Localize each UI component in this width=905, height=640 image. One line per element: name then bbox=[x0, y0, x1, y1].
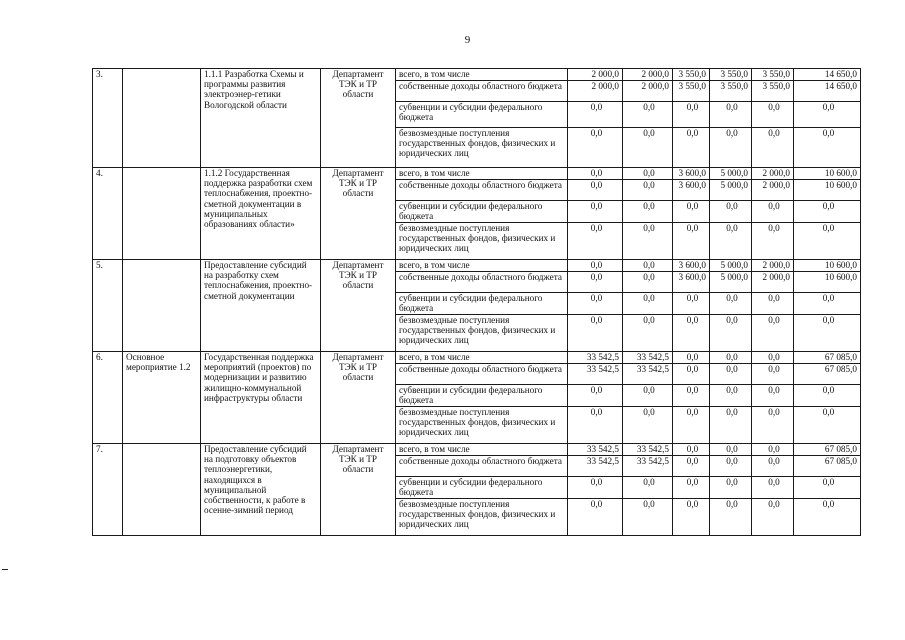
event-label bbox=[123, 69, 201, 168]
value-cell: 33 542,5 bbox=[623, 456, 673, 477]
value-cell: 0,0 bbox=[710, 352, 752, 364]
value-cell: 2 000,0 bbox=[752, 260, 794, 272]
value-cell: 0,0 bbox=[752, 315, 794, 352]
margin-mark bbox=[2, 569, 8, 570]
funding-source-label: всего, в том числе bbox=[396, 352, 568, 364]
value-cell: 33 542,5 bbox=[623, 364, 673, 385]
value-cell: 3 600,0 bbox=[673, 272, 710, 293]
value-cell: 0,0 bbox=[710, 385, 752, 407]
measure-name: Предоставление субсидий на подготовку объектов теплоэнергетики, находящихся в муниципальной собственности, к работе в осенне-зимний период bbox=[201, 444, 321, 536]
value-cell: 0,0 bbox=[794, 499, 861, 536]
value-cell: 33 542,5 bbox=[568, 352, 623, 364]
value-cell: 2 000,0 bbox=[752, 180, 794, 201]
value-cell: 0,0 bbox=[568, 385, 623, 407]
table-row bbox=[93, 168, 861, 180]
table-row bbox=[93, 444, 861, 456]
value-cell: 14 650,0 bbox=[794, 81, 861, 102]
funding-source-label: собственные доходы областного бюджета bbox=[396, 272, 568, 293]
value-cell: 0,0 bbox=[752, 364, 794, 385]
table-row bbox=[93, 352, 861, 364]
funding-source-label: безвозмездные поступления государственных фондов, физических и юридических лиц bbox=[396, 128, 568, 168]
value-cell: 0,0 bbox=[623, 102, 673, 128]
value-cell: 0,0 bbox=[568, 102, 623, 128]
funding-source-label: безвозмездные поступления государственных фондов, физических и юридических лиц bbox=[396, 499, 568, 536]
value-cell: 14 650,0 bbox=[794, 69, 861, 81]
value-cell: 33 542,5 bbox=[568, 444, 623, 456]
value-cell: 3 600,0 bbox=[673, 180, 710, 201]
value-cell: 0,0 bbox=[673, 364, 710, 385]
value-cell: 3 550,0 bbox=[673, 69, 710, 81]
value-cell: 0,0 bbox=[710, 315, 752, 352]
executor-name: Департамент ТЭК и ТР области bbox=[321, 444, 396, 536]
value-cell: 0,0 bbox=[623, 477, 673, 499]
value-cell: 0,0 bbox=[623, 315, 673, 352]
value-cell: 0,0 bbox=[794, 201, 861, 223]
funding-source-label: собственные доходы областного бюджета bbox=[396, 81, 568, 102]
value-cell: 0,0 bbox=[568, 128, 623, 168]
funding-source-label: субвенции и субсидии федерального бюджета bbox=[396, 102, 568, 128]
value-cell: 0,0 bbox=[710, 128, 752, 168]
value-cell: 0,0 bbox=[568, 293, 623, 315]
value-cell: 0,0 bbox=[568, 272, 623, 293]
executor-name: Департамент ТЭК и ТР области bbox=[321, 168, 396, 260]
value-cell: 5 000,0 bbox=[710, 180, 752, 201]
value-cell: 0,0 bbox=[673, 444, 710, 456]
value-cell: 0,0 bbox=[794, 223, 861, 260]
value-cell: 3 550,0 bbox=[752, 81, 794, 102]
value-cell: 2 000,0 bbox=[568, 69, 623, 81]
value-cell: 0,0 bbox=[710, 477, 752, 499]
funding-source-label: субвенции и субсидии федерального бюджета bbox=[396, 385, 568, 407]
value-cell: 10 600,0 bbox=[794, 272, 861, 293]
measure-name: Предоставление субсидий на разработку схем теплоснабжения, проектно-сметной документации bbox=[201, 260, 321, 352]
value-cell: 0,0 bbox=[623, 407, 673, 444]
value-cell: 0,0 bbox=[568, 407, 623, 444]
value-cell: 5 000,0 bbox=[710, 168, 752, 180]
value-cell: 3 600,0 bbox=[673, 168, 710, 180]
value-cell: 67 085,0 bbox=[794, 444, 861, 456]
measure-name: 1.1.2 Государственная поддержка разработки схем теплоснабжения, проектно-сметной документации в муниципальных образованиях области» bbox=[201, 168, 321, 260]
value-cell: 0,0 bbox=[752, 407, 794, 444]
table-row bbox=[93, 69, 861, 81]
measure-name: Государственная поддержка мероприятий (проектов) по модернизации и развитию жилищно-коммунальной инфраструктуры области bbox=[201, 352, 321, 444]
event-label bbox=[123, 168, 201, 260]
value-cell: 0,0 bbox=[623, 201, 673, 223]
value-cell: 67 085,0 bbox=[794, 352, 861, 364]
value-cell: 0,0 bbox=[673, 477, 710, 499]
executor-name: Департамент ТЭК и ТР области bbox=[321, 69, 396, 168]
value-cell: 3 550,0 bbox=[710, 69, 752, 81]
row-number: 3. bbox=[93, 69, 123, 168]
value-cell: 0,0 bbox=[673, 315, 710, 352]
value-cell: 0,0 bbox=[673, 102, 710, 128]
value-cell: 0,0 bbox=[673, 201, 710, 223]
value-cell: 0,0 bbox=[673, 456, 710, 477]
value-cell: 0,0 bbox=[623, 293, 673, 315]
value-cell: 3 550,0 bbox=[710, 81, 752, 102]
row-number: 7. bbox=[93, 444, 123, 536]
value-cell: 0,0 bbox=[710, 102, 752, 128]
row-number: 4. bbox=[93, 168, 123, 260]
value-cell: 0,0 bbox=[623, 499, 673, 536]
value-cell: 0,0 bbox=[710, 223, 752, 260]
event-label: Основное мероприятие 1.2 bbox=[123, 352, 201, 444]
row-number: 5. bbox=[93, 260, 123, 352]
value-cell: 0,0 bbox=[752, 444, 794, 456]
value-cell: 67 085,0 bbox=[794, 364, 861, 385]
value-cell: 0,0 bbox=[752, 102, 794, 128]
value-cell: 10 600,0 bbox=[794, 260, 861, 272]
value-cell: 33 542,5 bbox=[568, 364, 623, 385]
value-cell: 2 000,0 bbox=[568, 81, 623, 102]
event-label bbox=[123, 260, 201, 352]
value-cell: 0,0 bbox=[568, 260, 623, 272]
value-cell: 2 000,0 bbox=[752, 168, 794, 180]
value-cell: 0,0 bbox=[752, 477, 794, 499]
value-cell: 0,0 bbox=[568, 477, 623, 499]
value-cell: 0,0 bbox=[794, 477, 861, 499]
value-cell: 0,0 bbox=[710, 293, 752, 315]
value-cell: 0,0 bbox=[752, 201, 794, 223]
value-cell: 0,0 bbox=[710, 444, 752, 456]
value-cell: 0,0 bbox=[794, 315, 861, 352]
value-cell: 5 000,0 bbox=[710, 260, 752, 272]
value-cell: 33 542,5 bbox=[623, 352, 673, 364]
value-cell: 0,0 bbox=[673, 293, 710, 315]
measure-name: 1.1.1 Разработка Схемы и программы развития электроэнер-гетики Вологодской области bbox=[201, 69, 321, 168]
funding-source-label: безвозмездные поступления государственных фондов, физических и юридических лиц bbox=[396, 223, 568, 260]
value-cell: 0,0 bbox=[794, 407, 861, 444]
funding-source-label: собственные доходы областного бюджета bbox=[396, 456, 568, 477]
funding-source-label: безвозмездные поступления государственных фондов, физических и юридических лиц bbox=[396, 315, 568, 352]
value-cell: 0,0 bbox=[710, 499, 752, 536]
value-cell: 3 550,0 bbox=[752, 69, 794, 81]
value-cell: 0,0 bbox=[623, 180, 673, 201]
funding-source-label: безвозмездные поступления государственных фондов, физических и юридических лиц bbox=[396, 407, 568, 444]
value-cell: 3 550,0 bbox=[673, 81, 710, 102]
value-cell: 0,0 bbox=[673, 499, 710, 536]
value-cell: 0,0 bbox=[568, 168, 623, 180]
funding-source-label: всего, в том числе bbox=[396, 444, 568, 456]
table-row bbox=[93, 260, 861, 272]
value-cell: 0,0 bbox=[623, 223, 673, 260]
value-cell: 0,0 bbox=[752, 385, 794, 407]
funding-source-label: субвенции и субсидии федерального бюджета bbox=[396, 293, 568, 315]
row-number: 6. bbox=[93, 352, 123, 444]
value-cell: 0,0 bbox=[752, 499, 794, 536]
value-cell: 0,0 bbox=[568, 499, 623, 536]
value-cell: 0,0 bbox=[710, 364, 752, 385]
value-cell: 0,0 bbox=[673, 385, 710, 407]
value-cell: 0,0 bbox=[710, 456, 752, 477]
funding-source-label: субвенции и субсидии федерального бюджета bbox=[396, 477, 568, 499]
value-cell: 0,0 bbox=[623, 385, 673, 407]
funding-source-label: собственные доходы областного бюджета bbox=[396, 180, 568, 201]
value-cell: 0,0 bbox=[568, 180, 623, 201]
value-cell: 10 600,0 bbox=[794, 180, 861, 201]
financing-table bbox=[92, 68, 861, 536]
value-cell: 67 085,0 bbox=[794, 456, 861, 477]
value-cell: 0,0 bbox=[752, 128, 794, 168]
value-cell: 0,0 bbox=[673, 223, 710, 260]
value-cell: 2 000,0 bbox=[623, 81, 673, 102]
value-cell: 0,0 bbox=[568, 201, 623, 223]
value-cell: 5 000,0 bbox=[710, 272, 752, 293]
value-cell: 0,0 bbox=[794, 385, 861, 407]
value-cell: 0,0 bbox=[673, 128, 710, 168]
value-cell: 0,0 bbox=[752, 223, 794, 260]
value-cell: 0,0 bbox=[623, 168, 673, 180]
value-cell: 0,0 bbox=[568, 315, 623, 352]
value-cell: 2 000,0 bbox=[623, 69, 673, 81]
value-cell: 0,0 bbox=[623, 128, 673, 168]
value-cell: 0,0 bbox=[752, 293, 794, 315]
funding-source-label: всего, в том числе bbox=[396, 260, 568, 272]
value-cell: 0,0 bbox=[752, 352, 794, 364]
value-cell: 0,0 bbox=[710, 201, 752, 223]
value-cell: 0,0 bbox=[623, 260, 673, 272]
value-cell: 10 600,0 bbox=[794, 168, 861, 180]
executor-name: Департамент ТЭК и ТР области bbox=[321, 260, 396, 352]
funding-source-label: субвенции и субсидии федерального бюджета bbox=[396, 201, 568, 223]
page-number: 9 bbox=[464, 34, 471, 46]
value-cell: 0,0 bbox=[673, 352, 710, 364]
funding-source-label: всего, в том числе bbox=[396, 69, 568, 81]
funding-source-label: всего, в том числе bbox=[396, 168, 568, 180]
value-cell: 0,0 bbox=[794, 102, 861, 128]
value-cell: 33 542,5 bbox=[623, 444, 673, 456]
value-cell: 3 600,0 bbox=[673, 260, 710, 272]
value-cell: 0,0 bbox=[794, 128, 861, 168]
value-cell: 0,0 bbox=[568, 223, 623, 260]
executor-name: Департамент ТЭК и ТР области bbox=[321, 352, 396, 444]
value-cell: 0,0 bbox=[673, 407, 710, 444]
funding-source-label: собственные доходы областного бюджета bbox=[396, 364, 568, 385]
value-cell: 0,0 bbox=[794, 293, 861, 315]
value-cell: 2 000,0 bbox=[752, 272, 794, 293]
value-cell: 0,0 bbox=[752, 456, 794, 477]
value-cell: 33 542,5 bbox=[568, 456, 623, 477]
value-cell: 0,0 bbox=[710, 407, 752, 444]
event-label bbox=[123, 444, 201, 536]
value-cell: 0,0 bbox=[623, 272, 673, 293]
